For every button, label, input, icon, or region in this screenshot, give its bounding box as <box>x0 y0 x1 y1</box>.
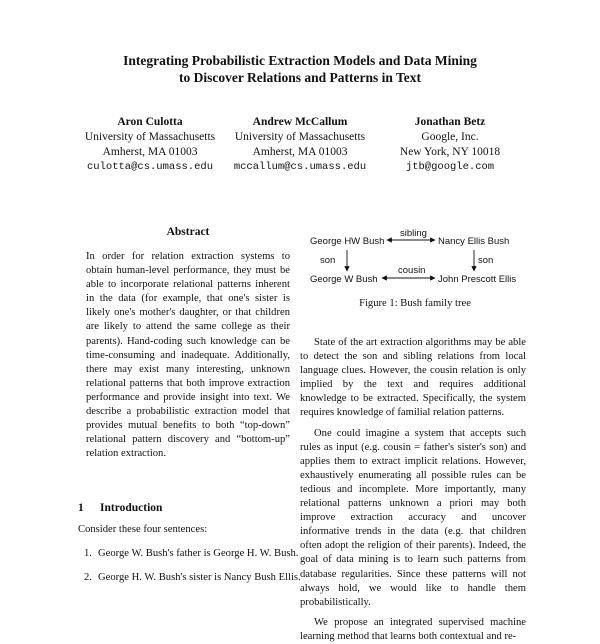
example-sentence-2 <box>84 572 301 583</box>
title-line-1: Integrating Probabilistic Extraction Models and Data Mining <box>123 53 477 68</box>
section-heading <box>78 502 162 514</box>
title-line-2: to Discover Relations and Patterns in Text <box>179 70 421 85</box>
abstract-heading: Abstract <box>166 226 210 238</box>
author-affiliation: University of Massachusetts <box>234 131 366 143</box>
author-address: Amherst, MA 01003 <box>102 146 198 158</box>
node-nancy-ellis-bush: Nancy Ellis Bush <box>438 236 510 247</box>
author-affiliation: University of Massachusetts <box>84 131 216 143</box>
section-intro-text: Consider these four sentences: <box>78 524 208 535</box>
paragraph-2: One could imagine a system that accepts such rules as input (e.g. cousin = father's sister's son) and applies them to extract implicit relations. However, exhaustively enumerating all possible rules can be tedious and incomplete. More importantly, many relational patterns unknown a priori may both improve extraction accuracy and uncover informative trends in the data (e.g. that children often adopt the religion of their parents). Indeed, the goal of data mining is to learn such patterns from database regularities. Since these patterns will not always hold, we would like to handle them probabilistically. <box>300 427 526 608</box>
author-address: New York, NY 10018 <box>399 146 501 158</box>
edge-label-son-left: son <box>320 255 336 266</box>
abstract-section <box>78 226 298 461</box>
author-block-3 <box>360 115 540 175</box>
edge-label-son-right: son <box>478 255 494 266</box>
edge-label-sibling: sibling <box>400 228 427 239</box>
family-tree-diagram <box>300 225 530 295</box>
author-name: Aron Culotta <box>117 116 183 128</box>
node-george-w-bush: George W Bush <box>310 274 378 285</box>
example-sentence-1 <box>84 548 298 559</box>
paragraph-3: We propose an integrated supervised machine learning method that learns both contextual and re- <box>300 616 526 642</box>
author-name: Jonathan Betz <box>414 116 486 128</box>
figure-caption: Figure 1: Bush family tree <box>359 298 471 309</box>
author-name: Andrew McCallum <box>252 116 348 128</box>
abstract-text: In order for relation extraction systems to obtain human-level performance, they must be able to incorporate relational patterns inherent in the data (for example, that one's sister is likely one's mother's daughter, or that children are likely to attend the same college as their parents). Hand-coding such knowledge can be time-consuming and inadequate. Additionally, there may exist many interesting, unknown relational patterns that both improve extraction performance and provide insight into text. We describe a probabilistic extraction model that provides mutual benefits to both “top-down” relational pattern discovery and “bottom-up” relation extraction. <box>86 251 290 460</box>
sentence-text: George H. W. Bush's sister is Nancy Bush Ellis. <box>98 572 301 583</box>
author-email: mccallum@cs.umass.edu <box>233 161 367 173</box>
author-address: Amherst, MA 01003 <box>252 146 348 158</box>
section-title: Introduction <box>100 502 163 514</box>
node-john-prescott-ellis: John Prescott Ellis <box>438 274 517 285</box>
author-email: culotta@cs.umass.edu <box>86 161 214 173</box>
author-affiliation: Google, Inc. <box>421 131 479 143</box>
section-number: 1 <box>78 502 84 514</box>
author-email: jtb@google.com <box>405 161 495 173</box>
paragraph-1: State of the art extraction algorithms may be able to detect the son and sibling relations from local language clues. However, the cousin relation is only implied by the text and requires additional knowledge to be extracted. Specifically, the system requires knowledge of familial relation patterns. <box>300 337 526 419</box>
paper-title <box>40 52 560 86</box>
sentence-text: George W. Bush's father is George H. W. Bush. <box>98 548 299 559</box>
right-column-text <box>300 336 526 644</box>
node-george-hw-bush: George HW Bush <box>310 236 385 247</box>
sentence-number: 1. <box>84 548 92 559</box>
sentence-number: 2. <box>84 572 92 583</box>
edge-label-cousin: cousin <box>398 265 426 276</box>
